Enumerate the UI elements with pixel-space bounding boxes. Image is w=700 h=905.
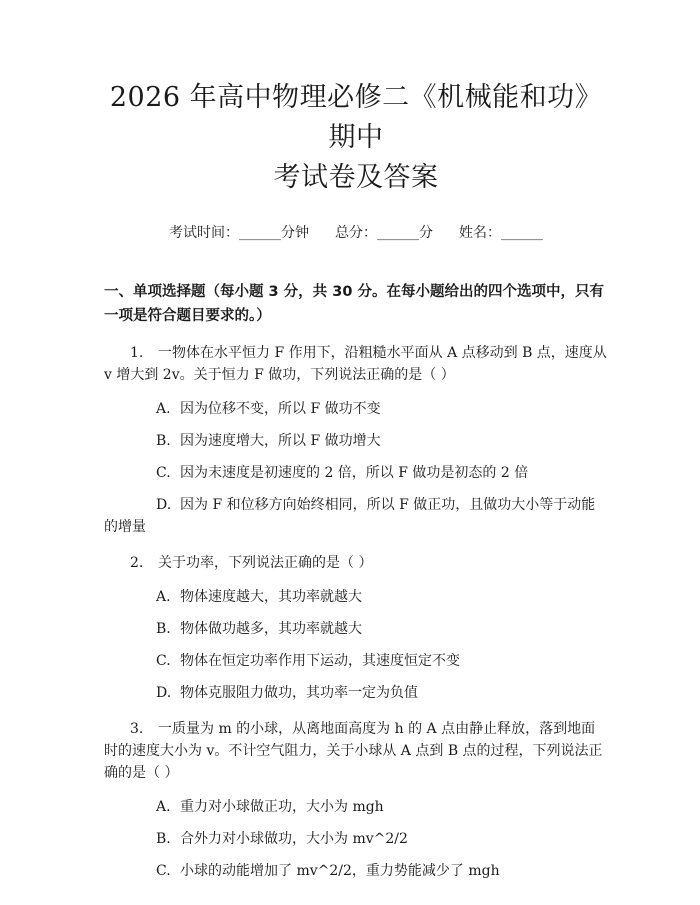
title-line-1: 2026 年高中物理必修二《机械能和功》期中	[109, 82, 603, 153]
option-text: 重力对小球做正功，大小为 mgh	[180, 799, 384, 815]
option-text: 因为 F 和位移方向始终相同，所以 F 做正功，且做功大小等于动能的增量	[104, 497, 596, 535]
option-2b	[104, 618, 608, 640]
option-letter: C.	[156, 863, 171, 879]
option-text: 因为末速度是初速度的 2 倍，所以 F 做功是初态的 2 倍	[180, 465, 529, 481]
option-text: 因为位移不变，所以 F 做功不变	[180, 401, 381, 417]
option-text: 物体速度越大，其功率就越大	[180, 589, 362, 605]
question-number: 3.	[130, 721, 144, 737]
option-1b	[104, 430, 608, 452]
option-text: 物体在恒定功率作用下运动，其速度恒定不变	[180, 653, 460, 669]
option-text: 物体克服阻力做功，其功率一定为负值	[180, 685, 418, 701]
option-1d	[104, 494, 608, 538]
question-number: 2.	[130, 555, 144, 571]
option-letter: C.	[156, 653, 171, 669]
section-heading: 一、单项选择题（每小题 3 分，共 30 分。在每小题给出的四个选项中，只有一项是符合题目要求的。）	[104, 284, 604, 324]
option-letter: A.	[156, 589, 171, 605]
option-text: 因为速度增大，所以 F 做功增大	[180, 433, 381, 449]
option-letter: A.	[156, 799, 171, 815]
question-3	[104, 718, 608, 784]
option-2a	[104, 586, 608, 608]
option-letter: B.	[156, 831, 171, 847]
question-stem: 关于功率，下列说法正确的是（ ）	[158, 555, 373, 571]
option-text: 小球的动能增加了 mv^2/2，重力势能减少了 mgh	[180, 863, 500, 879]
exam-name: 姓名：______	[459, 225, 543, 241]
option-3a	[104, 796, 608, 818]
option-letter: A.	[156, 401, 171, 417]
option-letter: B.	[156, 433, 171, 449]
question-stem: 一质量为 m 的小球，从离地面高度为 h 的 A 点由静止释放，落到地面时的速度大小为 v。不计空气阻力，关于小球从 A 点到 B 点的过程，下列说法正确的是（ ）	[104, 721, 603, 781]
option-1a	[104, 398, 608, 420]
exam-title	[104, 0, 608, 198]
option-letter: C.	[156, 465, 171, 481]
question-1	[104, 342, 608, 386]
question-list	[104, 342, 608, 882]
option-2d	[104, 682, 608, 704]
option-letter: D.	[156, 497, 172, 513]
option-letter: B.	[156, 621, 171, 637]
question-2	[104, 552, 608, 574]
exam-score: 总分：______分	[335, 225, 433, 241]
exam-info	[104, 222, 608, 242]
option-letter: D.	[156, 685, 172, 701]
option-text: 合外力对小球做功，大小为 mv^2/2	[180, 831, 408, 847]
option-3c	[104, 860, 608, 882]
exam-time: 考试时间：______分钟	[169, 225, 309, 241]
option-3b	[104, 828, 608, 850]
question-stem: 一物体在水平恒力 F 作用下，沿粗糙水平面从 A 点移动到 B 点，速度从 v 增大到 2v。关于恒力 F 做功，下列说法正确的是（ ）	[104, 345, 607, 383]
question-number: 1.	[130, 345, 144, 361]
option-text: 物体做功越多，其功率就越大	[180, 621, 362, 637]
title-line-2: 考试卷及答案	[273, 162, 439, 193]
option-1c	[104, 462, 608, 484]
option-2c	[104, 650, 608, 672]
